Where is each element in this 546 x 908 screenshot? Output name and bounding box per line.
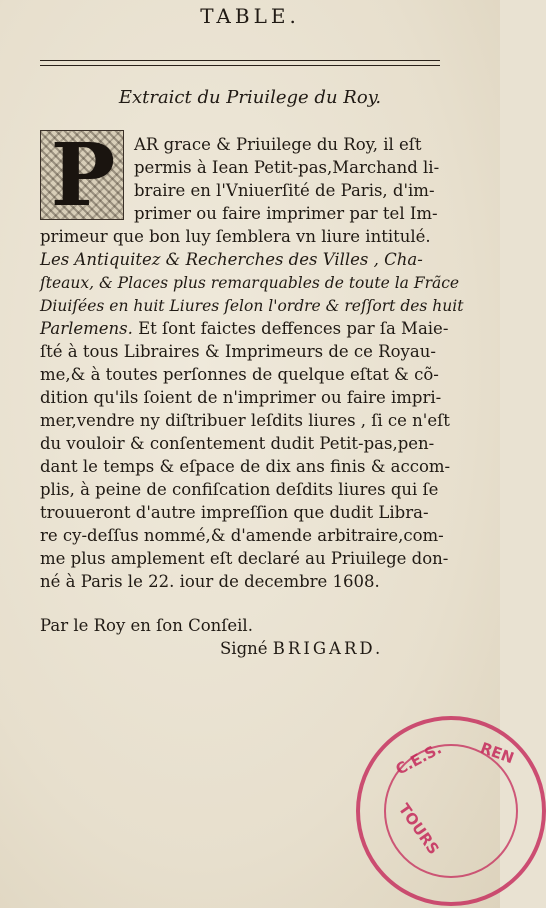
library-stamp xyxy=(356,716,546,906)
stamp-text-top: REN xyxy=(477,738,517,768)
signature-line-2 xyxy=(220,639,383,658)
text-line-italic: ſteaux, & Places plus remarquables de toute la Frãce xyxy=(40,274,460,292)
text-line: né à Paris le 22. iour de decembre 1608. xyxy=(40,572,380,591)
text-line: braire en l'Vniuerſité de Paris, d'im- xyxy=(134,181,435,200)
signatory-name: BRIGARD. xyxy=(272,639,384,658)
text-line-italic: Les Antiquitez & Recherches des Villes , Cha- xyxy=(40,250,423,269)
text-line: primeur que bon luy ſemblera vn liure intitulé. xyxy=(40,227,431,246)
text-line: plis, à peine de confiſcation deſdits liures qui ſe xyxy=(40,480,439,499)
text-line: me,& à toutes perſonnes de quelque eſtat & cõ- xyxy=(40,365,439,384)
text-line: du vouloir & conſentement dudit Petit-pas,pen- xyxy=(40,434,435,453)
text-line: ſté à tous Libraires & Imprimeurs de ce Royau- xyxy=(40,342,436,361)
header-rule-thin xyxy=(40,65,440,66)
header-rule-thick xyxy=(40,60,440,61)
running-head: TABLE. xyxy=(200,4,300,28)
text-italic-end: Parlemens. xyxy=(40,319,133,338)
ornamental-dropcap xyxy=(40,125,124,226)
text-line: mer,vendre ny diſtribuer leſdits liures , ſi ce n'eſt xyxy=(40,411,450,430)
stamp-text-bottom: TOURS xyxy=(394,800,443,858)
signature-prefix: Signé xyxy=(220,639,268,658)
text-line: AR grace & Priuilege du Roy, il eſt xyxy=(134,135,422,154)
signature-line-1: Par le Roy en ſon Conſeil. xyxy=(40,616,253,635)
dropcap-letter: P xyxy=(50,125,116,226)
text-line-italic: Diuiſées en huit Liures ſelon l'ordre & reſſort des huit xyxy=(40,297,464,315)
text-line: re cy-deſſus nommé,& d'amende arbitraire,com- xyxy=(40,526,444,545)
section-heading: Extraict du Priuilege du Roy. xyxy=(118,87,382,108)
text-line: dant le temps & eſpace de dix ans finis & accom- xyxy=(40,457,451,476)
text-line: permis à Iean Petit-pas,Marchand li- xyxy=(134,158,440,177)
text-line: me plus amplement eſt declaré au Priuilege don- xyxy=(40,549,449,568)
text-line: Et ſont faictes deffences par ſa Maie- xyxy=(138,319,449,338)
text-line: trouueront d'autre impreſſion que dudit Libra- xyxy=(40,503,429,522)
text-line: dition qu'ils ſoient de n'imprimer ou faire impri- xyxy=(40,388,442,407)
stamp-text-left: C.E.S. xyxy=(392,739,445,779)
text-line: primer ou faire imprimer par tel Im- xyxy=(134,204,438,223)
